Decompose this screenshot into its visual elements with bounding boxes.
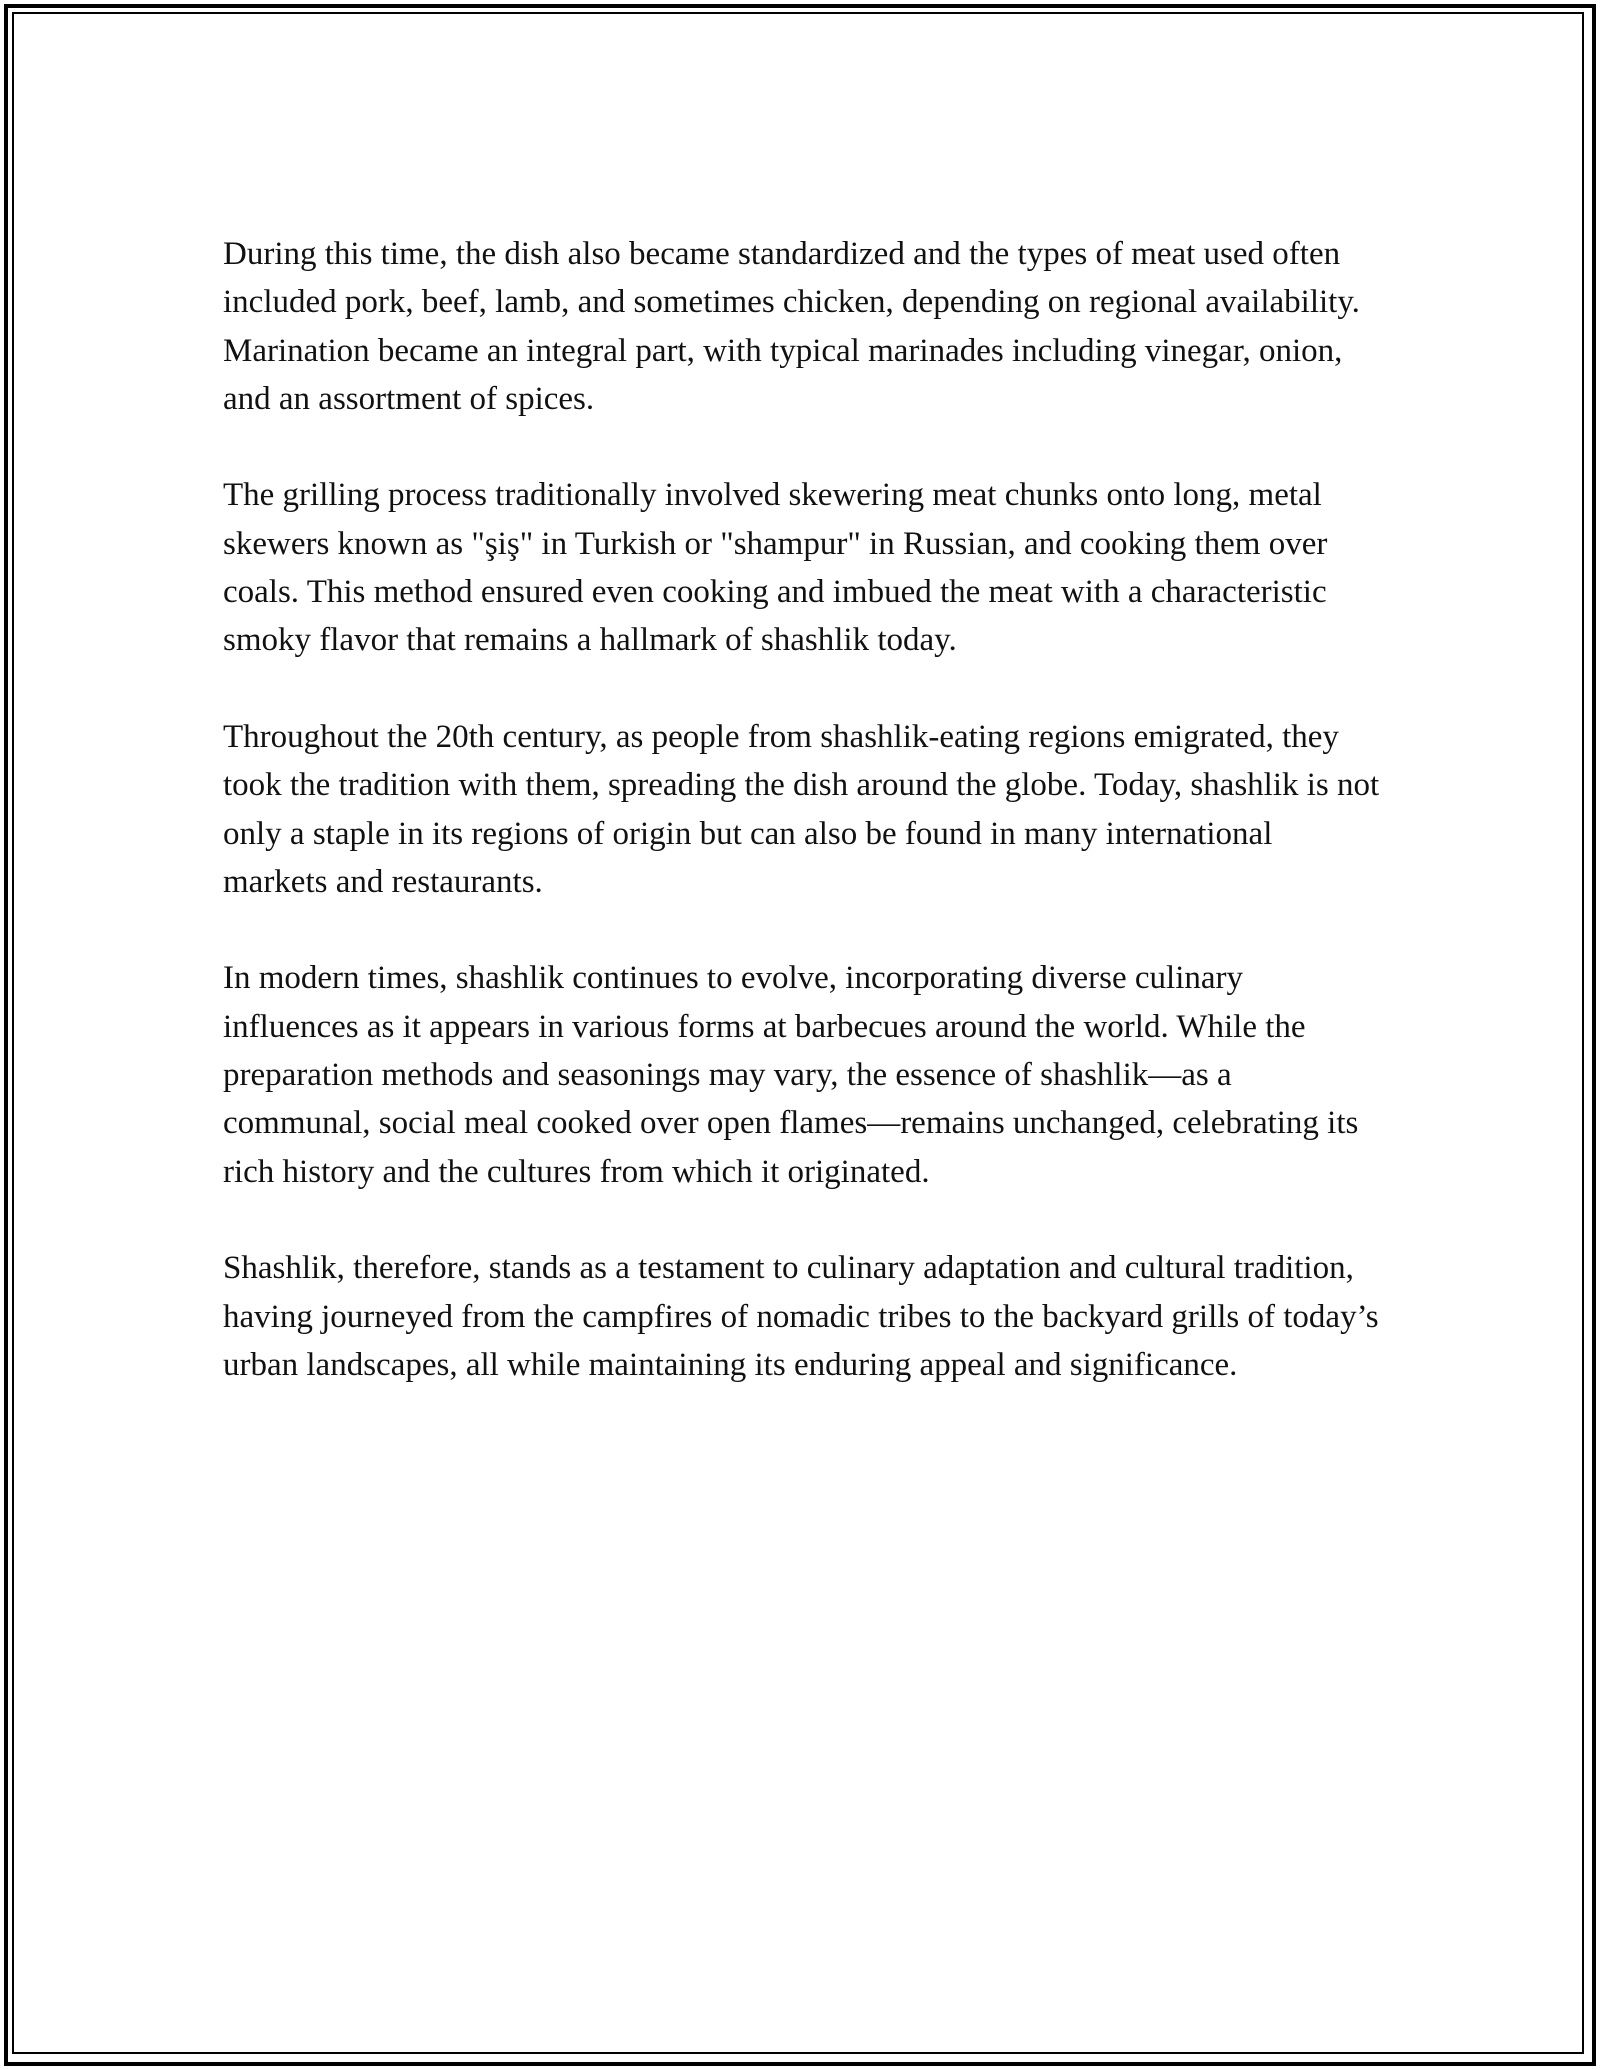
document-body (223, 230, 1383, 1437)
paragraph-standardization: During this time, the dish also became standardized and the types of meat used often included pork, beef, lamb, and sometimes chicken, depending on regional availability. Marination became an integral part, with typical marinades including vinegar, onion, and an assortment of spices. (223, 236, 1360, 417)
paragraph-20th-century-spread: Throughout the 20th century, as people from shashlik-eating regions emigrated, they took the tradition with them, spreading the dish around the globe. Today, shashlik is not only a staple in its regions of origin but can also be found in many international markets and restaurants. (223, 718, 1380, 900)
paragraph-modern-times: In modern times, shashlik continues to evolve, incorporating diverse culinary influences as it appears in various forms at barbecues around the world. While the preparation methods and seasonings may vary, the essence of shashlik—as a communal, social meal cooked over open flames—remains unchanged, celebrating its rich history and the cultures from which it originated. (223, 960, 1359, 1190)
paragraph-conclusion: Shashlik, therefore, stands as a testament to culinary adaptation and cultural tradition, having journeyed from the campfires of nomadic tribes to the backyard grills of today’s urban landscapes, all while maintaining its enduring appeal and significance. (223, 1250, 1379, 1383)
paragraph-grilling-process: The grilling process traditionally involved skewering meat chunks onto long, metal skewers known as "şiş" in Turkish or "shampur" in Russian, and cooking them over coals. This method ensured even cooking and imbued the meat with a characteristic smoky flavor that remains a hallmark of shashlik today. (223, 477, 1328, 659)
